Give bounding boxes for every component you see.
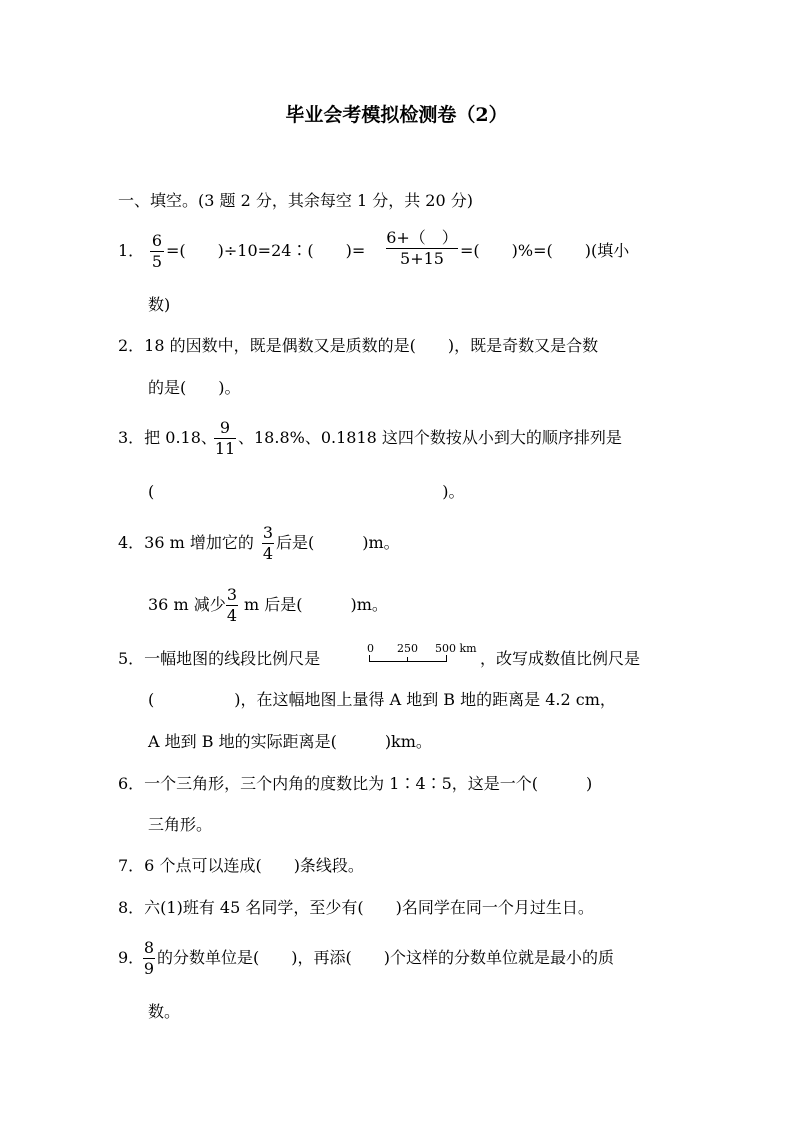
question-text: A 地到 B 地的实际距离是( )km。: [148, 732, 432, 751]
fraction-9-11: [214, 420, 236, 457]
question-text: =( )÷10=24∶( )=: [166, 241, 366, 260]
question-text: 数): [148, 295, 171, 314]
question-8: 8．六(1)班有 45 名同学，至少有( )名同学在同一个月过生日。: [118, 898, 594, 917]
question-text: 4．36 m 增加它的: [118, 533, 254, 552]
denominator: 11: [214, 439, 236, 458]
question-text: ，改写成数值比例尺是: [480, 649, 641, 668]
question-text: 的分数单位是( )，再添( )个这样的分数单位就是最小的质: [157, 948, 614, 967]
question-text: m 后是( )m。: [244, 595, 388, 614]
numerator: 3: [262, 523, 274, 542]
page-title: 毕业会考模拟检测卷（2）: [285, 104, 508, 126]
question-text: 6．一个三角形，三个内角的度数比为 1∶4∶5，这是一个( ): [118, 774, 593, 793]
numerator: 8: [143, 938, 155, 957]
fraction-3-4: [226, 587, 238, 624]
scale-mid-tick: [407, 657, 408, 661]
scale-tick-label: 250: [397, 642, 418, 655]
answer-blank: ( )。: [148, 482, 465, 501]
fraction-expression: [386, 230, 458, 267]
denominator: 4: [226, 606, 238, 625]
numerator: 9: [219, 418, 231, 437]
fraction-3-4: [262, 525, 274, 562]
question-text: 后是( )m。: [276, 533, 400, 552]
fraction-8-9: [143, 940, 155, 977]
denominator: 9: [143, 959, 155, 978]
question-text: 5．一幅地图的线段比例尺是: [118, 649, 321, 668]
denominator: 5: [151, 252, 163, 271]
question-number: 1．: [118, 241, 145, 260]
denominator: 4: [262, 544, 274, 563]
scale-tick-label: 500 km: [435, 642, 477, 655]
question-text: ( )，在这幅地图上量得 A 地到 B 地的距离是 4.2 cm，: [148, 690, 616, 709]
question-7: 7．6 个点可以连成( )条线段。: [118, 856, 364, 875]
question-text: 三角形。: [148, 815, 213, 834]
question-text: 数。: [148, 1002, 181, 1021]
numerator: 6+（ ）: [386, 228, 458, 247]
scale-tick-label: 0: [367, 642, 374, 655]
question-text: 36 m 减少: [148, 595, 226, 614]
numerator: 3: [226, 585, 238, 604]
question-text: 2．18 的因数中，既是偶数又是质数的是( )，既是奇数又是合数: [118, 336, 599, 355]
denominator: 5+15: [400, 249, 444, 268]
question-text: 、18.8%、0.1818 这四个数按从小到大的顺序排列是: [238, 428, 622, 447]
fraction-6-5: [150, 233, 164, 270]
question-text: 的是( )。: [148, 378, 241, 397]
scale-bar: [369, 655, 447, 662]
numerator: 6: [151, 231, 163, 250]
question-text: 3．把 0.18、: [118, 428, 217, 447]
question-text: =( )%=( )(填小: [460, 241, 630, 260]
line-scale: [367, 643, 479, 667]
question-number: 9．: [118, 948, 145, 967]
section-heading: 一、填空。(3 题 2 分，其余每空 1 分，共 20 分): [118, 191, 473, 210]
